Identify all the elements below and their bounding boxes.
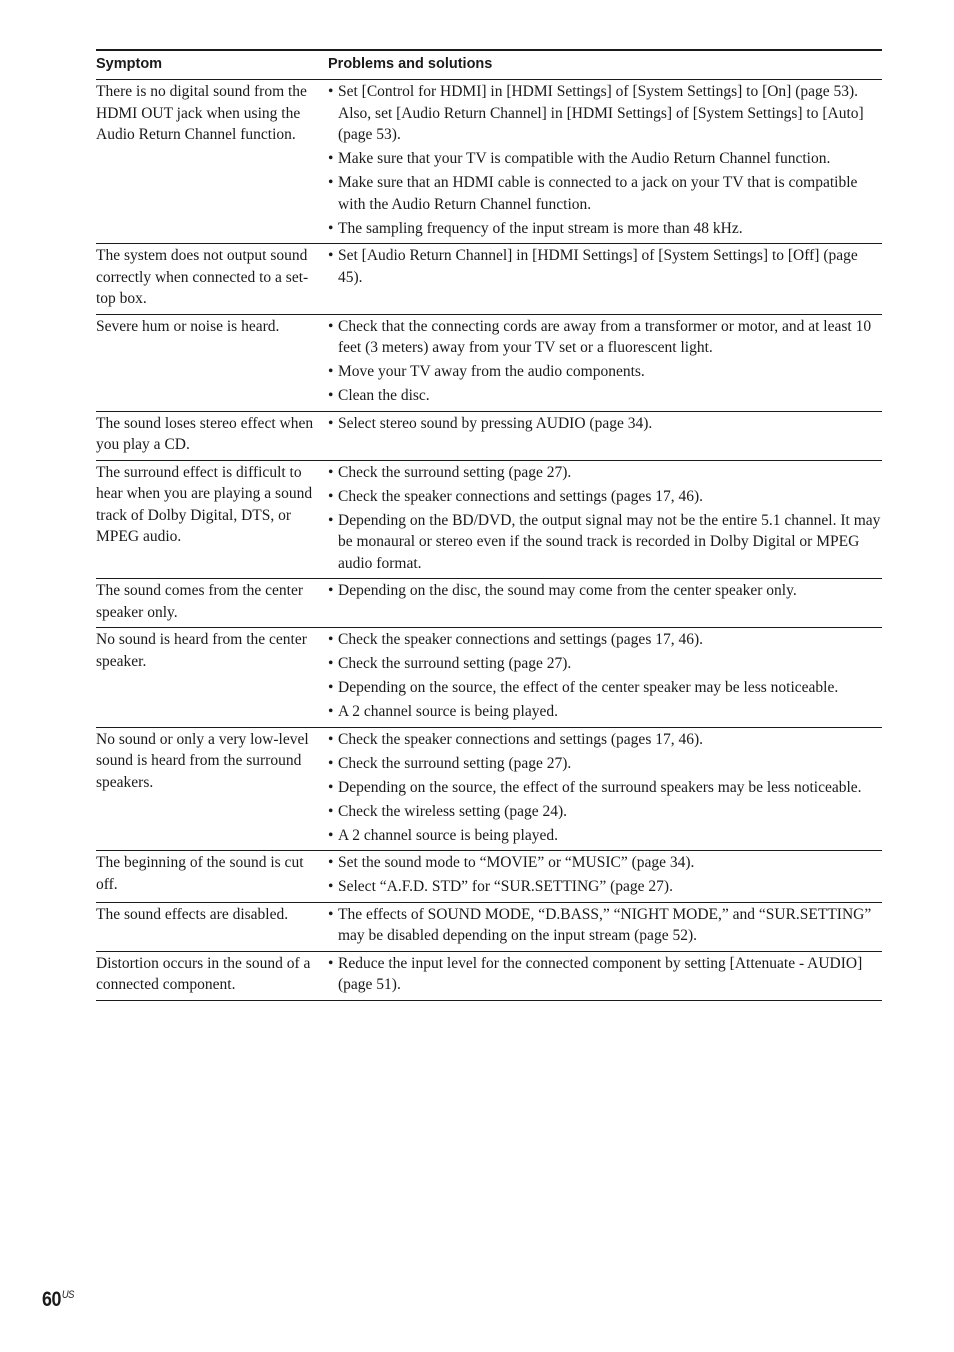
solution-item: • Set [Audio Return Channel] in [HDMI Settings] of [System Settings] to [Off] (page 45). (328, 245, 882, 288)
symptom-cell: The sound loses stereo effect when you play a CD. (96, 414, 314, 453)
solutions-list (328, 729, 882, 847)
solution-item: • Depending on the source, the effect of the surround speakers may be less noticeable. (328, 777, 882, 799)
solutions-list (328, 413, 882, 435)
table-row (96, 314, 882, 411)
solutions-list (328, 953, 882, 996)
solution-item: • Check the wireless setting (page 24). (328, 801, 882, 823)
solution-item: • A 2 channel source is being played. (328, 701, 882, 723)
symptom-cell: The sound comes from the center speaker only. (96, 582, 304, 621)
table-row (96, 80, 882, 244)
symptom-cell: The beginning of the sound is cut off. (96, 854, 304, 893)
symptom-cell: Distortion occurs in the sound of a connected component. (96, 954, 311, 993)
solution-item: • Clean the disc. (328, 385, 882, 407)
table-header (96, 50, 882, 80)
solution-item: • Depending on the disc, the sound may come from the center speaker only. (328, 580, 882, 602)
solution-item: • Depending on the BD/DVD, the output signal may not be the entire 5.1 channel. It may be monaural or stereo even if the sound track is recorded in Dolby Digital or MPEG audio format. (328, 510, 882, 575)
header-row (96, 50, 882, 80)
solutions-cell (328, 460, 882, 579)
solutions-cell (328, 314, 882, 411)
solutions-cell (328, 727, 882, 851)
solution-item: • Check the surround setting (page 27). (328, 462, 882, 484)
table-row (96, 902, 882, 951)
solutions-list (328, 629, 882, 723)
table-row (96, 244, 882, 315)
symptom-cell: Severe hum or noise is heard. (96, 317, 280, 335)
solution-item: • A 2 channel source is being played. (328, 825, 882, 847)
page-number-value: 60 (42, 1288, 62, 1311)
solutions-cell (328, 851, 882, 903)
symptom-cell: No sound is heard from the center speaker. (96, 631, 307, 670)
solutions-list (328, 245, 882, 288)
symptom-cell: There is no digital sound from the HDMI OUT jack when using the Audio Return Channel function. (96, 83, 307, 143)
symptom-cell: The system does not output sound correctly when connected to a set-top box. (96, 247, 309, 307)
solution-item: • Check the surround setting (page 27). (328, 753, 882, 775)
solutions-cell (328, 628, 882, 728)
solutions-list (328, 580, 882, 602)
solutions-cell (328, 902, 882, 951)
solution-item: • Check the speaker connections and settings (pages 17, 46). (328, 729, 882, 751)
solution-item: • Check the speaker connections and settings (pages 17, 46). (328, 629, 882, 651)
solution-item: • Check the speaker connections and settings (pages 17, 46). (328, 486, 882, 508)
table-row (96, 411, 882, 460)
solutions-list (328, 462, 882, 575)
table-row (96, 628, 882, 728)
table-row (96, 851, 882, 903)
troubleshooting-table (96, 49, 882, 1001)
solution-item: • The effects of SOUND MODE, “D.BASS,” “NIGHT MODE,” and “SUR.SETTING” may be disabled depending on the input stream (page 52). (328, 904, 882, 947)
solution-item: • Depending on the source, the effect of the center speaker may be less noticeable. (328, 677, 882, 699)
symptom-cell: The sound effects are disabled. (96, 905, 289, 923)
symptom-cell: The surround effect is difficult to hear when you are playing a sound track of Dolby Digital, DTS, or MPEG audio. (96, 463, 313, 545)
solution-item: • Select stereo sound by pressing AUDIO (page 34). (328, 413, 882, 435)
solution-item: • Select “A.F.D. STD” for “SUR.SETTING” (page 27). (328, 876, 882, 898)
solution-item: • The sampling frequency of the input stream is more than 48 kHz. (328, 218, 882, 240)
table-row (96, 951, 882, 1000)
solution-item: • Check the surround setting (page 27). (328, 653, 882, 675)
solution-item: • Reduce the input level for the connected component by setting [Attenuate - AUDIO] (page 51). (328, 953, 882, 996)
solution-item: • Check that the connecting cords are away from a transformer or motor, and at least 10 feet (3 meters) away from your TV set or a fluorescent light. (328, 316, 882, 359)
solutions-list (328, 316, 882, 407)
solutions-list (328, 81, 882, 239)
solution-item: • Set [Control for HDMI] in [HDMI Settings] of [System Settings] to [On] (page 53). Also, set [Audio Return Channel] in [HDMI Settings] of [System Settings] to [Auto] (page 53). (328, 81, 882, 146)
page-number-suffix: US (61, 1289, 74, 1301)
table-body (96, 80, 882, 1001)
solutions-list (328, 904, 882, 947)
solutions-cell (328, 579, 882, 628)
header-symptom: Symptom (96, 56, 163, 72)
solutions-list (328, 852, 882, 898)
solutions-cell (328, 411, 882, 460)
header-solutions: Problems and solutions (328, 56, 493, 72)
solution-item: • Make sure that an HDMI cable is connected to a jack on your TV that is compatible with the Audio Return Channel function. (328, 172, 882, 215)
solution-item: • Set the sound mode to “MOVIE” or “MUSIC” (page 34). (328, 852, 882, 874)
table-row (96, 460, 882, 579)
solutions-cell (328, 951, 882, 1000)
page-number (42, 1282, 74, 1313)
solutions-cell (328, 80, 882, 244)
solution-item: • Make sure that your TV is compatible with the Audio Return Channel function. (328, 148, 882, 170)
solutions-cell (328, 244, 882, 315)
symptom-cell: No sound or only a very low-level sound is heard from the surround speakers. (96, 730, 309, 791)
table-row (96, 579, 882, 628)
table-row (96, 727, 882, 851)
solution-item: • Move your TV away from the audio components. (328, 361, 882, 383)
